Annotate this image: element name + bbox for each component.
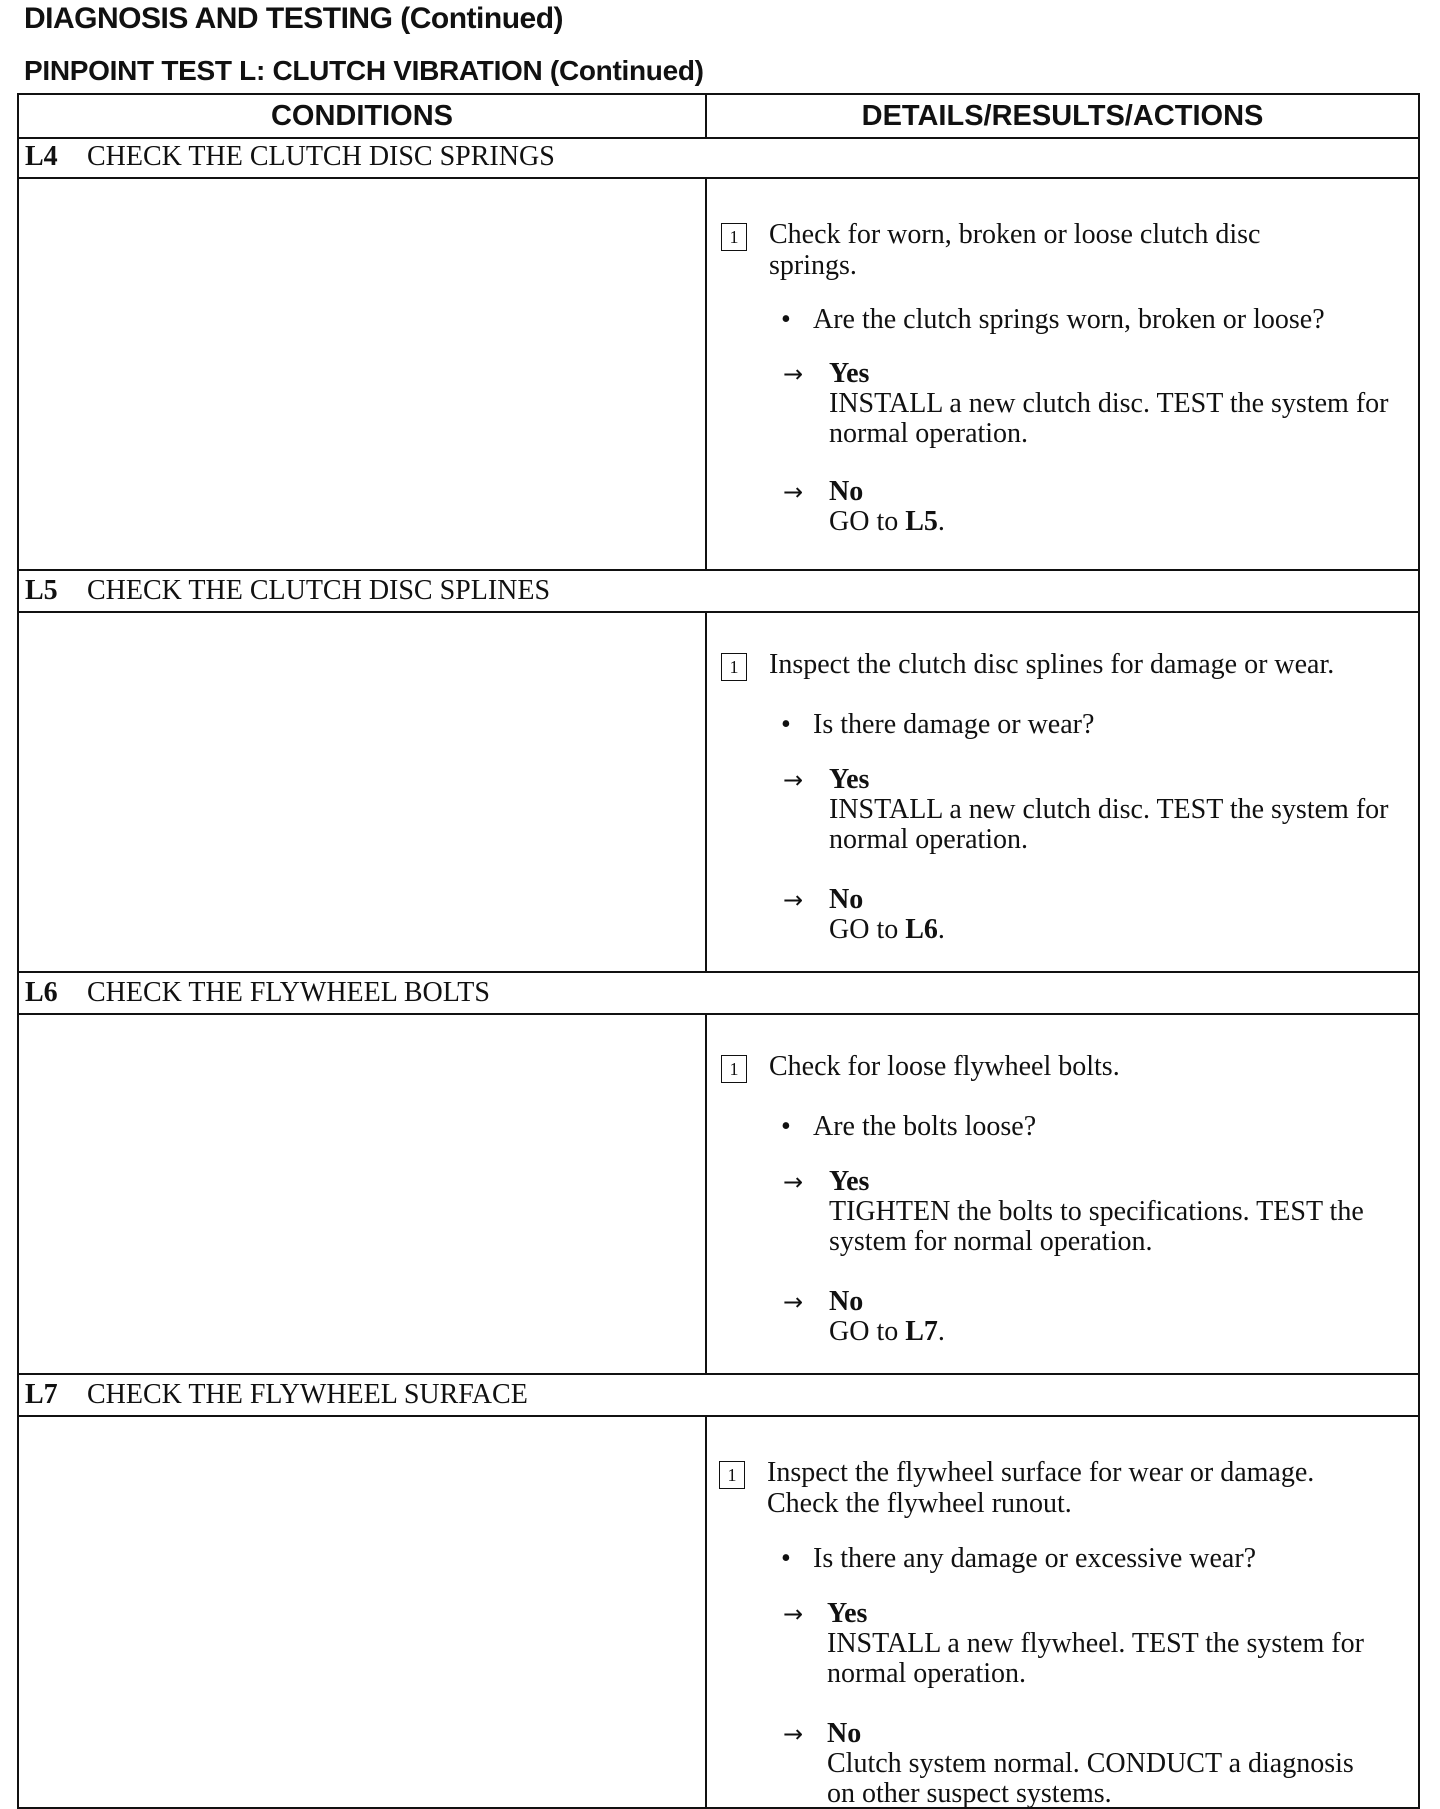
section-title-text: CHECK THE CLUTCH DISC SPLINES [87, 575, 551, 606]
details-cell [707, 613, 1418, 971]
yes-text: INSTALL a new flywheel. TEST the system for normal operation. [827, 1628, 1364, 1689]
section-id: L5 [25, 575, 58, 606]
conditions-cell [19, 179, 705, 569]
section-id: L4 [25, 141, 58, 172]
question-text: Are the bolts loose? [813, 1111, 1037, 1142]
section-title-l5 [19, 571, 1418, 613]
no-ref: L7 [905, 1316, 938, 1347]
arrow-right-icon: → [783, 478, 804, 506]
yes-text: INSTALL a new clutch disc. TEST the system for normal operation. [829, 388, 1389, 449]
question-text: Are the clutch springs worn, broken or loose? [813, 304, 1325, 335]
yes-answer [829, 765, 1389, 855]
step-number-box: 1 [721, 1055, 747, 1083]
bullet-icon: • [781, 304, 791, 335]
arrow-right-icon: → [783, 1720, 804, 1748]
bullet-icon: • [781, 1543, 791, 1574]
yes-label: Yes [827, 1598, 868, 1629]
no-answer [829, 885, 1389, 945]
question-text: Is there any damage or excessive wear? [813, 1543, 1257, 1574]
yes-answer [829, 359, 1389, 449]
step-number-box: 1 [721, 223, 747, 251]
details-cell [707, 1015, 1418, 1373]
bullet-icon: • [781, 1111, 791, 1142]
no-answer [829, 1287, 1389, 1347]
column-header-details: DETAILS/RESULTS/ACTIONS [861, 100, 1264, 132]
section-body-l6 [19, 1015, 1418, 1375]
bullet-icon: • [781, 709, 791, 740]
section-title-text: CHECK THE CLUTCH DISC SPRINGS [87, 141, 555, 172]
yes-text: TIGHTEN the bolts to specifications. TEST the system for normal operation. [829, 1196, 1364, 1257]
yes-answer [827, 1599, 1397, 1689]
yes-answer [829, 1167, 1399, 1257]
arrow-right-icon: → [783, 1288, 804, 1316]
section-id: L6 [25, 977, 58, 1008]
conditions-cell [19, 1015, 705, 1373]
table-header [19, 95, 1418, 139]
details-cell [707, 179, 1418, 569]
page-title: DIAGNOSIS AND TESTING (Continued) [24, 2, 564, 35]
step-text: Inspect the flywheel surface for wear or damage. Check the flywheel runout. [767, 1457, 1315, 1519]
section-title-l7 [19, 1375, 1418, 1417]
details-cell [707, 1417, 1418, 1807]
question-text: Is there damage or wear? [813, 709, 1095, 740]
no-label: No [829, 884, 864, 915]
page-subtitle: PINPOINT TEST L: CLUTCH VIBRATION (Continued) [24, 55, 704, 86]
section-title-l4 [19, 137, 1418, 179]
column-header-conditions: CONDITIONS [19, 95, 707, 137]
step-number-box: 1 [719, 1461, 745, 1489]
step-text: Inspect the clutch disc splines for damage or wear. [769, 649, 1335, 680]
arrow-right-icon: → [783, 1168, 804, 1196]
arrow-right-icon: → [783, 766, 804, 794]
no-ref: L6 [905, 914, 938, 945]
no-suffix: Clutch system normal. CONDUCT a diagnosis on other suspect systems. [827, 1748, 1354, 1809]
step-text: Check for loose flywheel bolts. [769, 1051, 1120, 1082]
yes-text: INSTALL a new clutch disc. TEST the system for normal operation. [829, 794, 1389, 855]
section-id: L7 [25, 1379, 58, 1410]
no-prefix: GO to [829, 914, 906, 945]
conditions-cell [19, 613, 705, 971]
section-title-text: CHECK THE FLYWHEEL SURFACE [87, 1379, 528, 1410]
no-answer [829, 477, 1389, 537]
conditions-cell [19, 1417, 705, 1807]
no-ref: L5 [905, 506, 938, 537]
arrow-right-icon: → [783, 886, 804, 914]
no-suffix: . [937, 914, 945, 945]
section-title-l6 [19, 973, 1418, 1015]
section-body-l7 [19, 1417, 1418, 1807]
section-title-text: CHECK THE FLYWHEEL BOLTS [87, 977, 490, 1008]
pinpoint-table [17, 93, 1420, 1809]
yes-label: Yes [829, 358, 870, 389]
no-label: No [829, 476, 864, 507]
no-prefix: GO to [829, 1316, 906, 1347]
section-body-l4 [19, 179, 1418, 571]
no-label: No [827, 1718, 862, 1749]
section-body-l5 [19, 613, 1418, 973]
no-suffix: . [937, 506, 945, 537]
no-answer [827, 1719, 1367, 1809]
no-label: No [829, 1286, 864, 1317]
arrow-right-icon: → [783, 360, 804, 388]
step-number-box: 1 [721, 653, 747, 681]
yes-label: Yes [829, 1166, 870, 1197]
no-prefix: GO to [829, 506, 906, 537]
arrow-right-icon: → [783, 1600, 804, 1628]
no-suffix: . [937, 1316, 945, 1347]
yes-label: Yes [829, 764, 870, 795]
step-text: Check for worn, broken or loose clutch disc springs. [769, 219, 1261, 281]
